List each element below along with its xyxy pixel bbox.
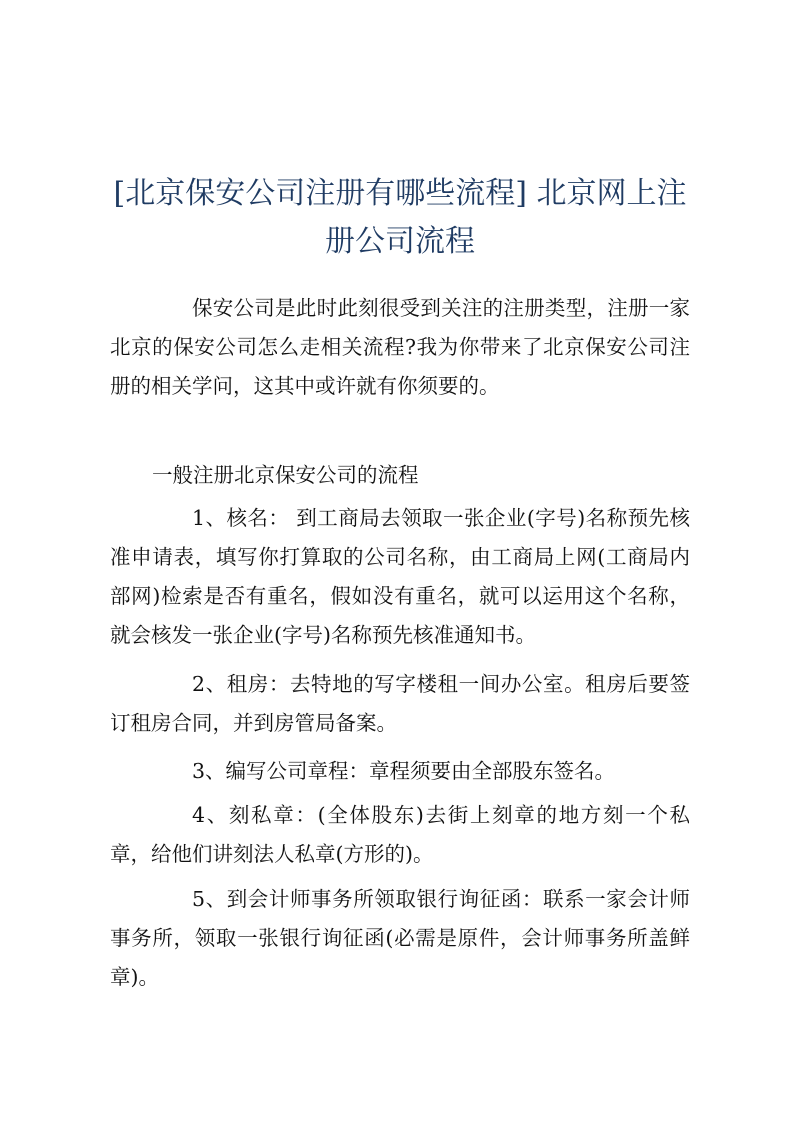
step-5-paragraph: 5、到会计师事务所领取银行询征函：联系一家会计师事务所，领取一张银行询征函(必需是原件，会计师事务所盖鲜章)。 <box>110 887 690 989</box>
step-4-paragraph: 4、刻私章：(全体股东)去街上刻章的地方刻一个私章，给他们讲刻法人私章(方形的)。 <box>110 803 690 866</box>
step-2-paragraph: 2、租房：去特地的写字楼租一间办公室。租房后要签订租房合同，并到房管局备案。 <box>110 672 690 735</box>
intro-paragraph: 保安公司是此时此刻很受到关注的注册类型，注册一家北京的保安公司怎么走相关流程?我为你带来了北京保安公司注册的相关学问，这其中或许就有你须要的。 <box>110 296 690 398</box>
step-3-paragraph: 3、编写公司章程：章程须要由全部股东签名。 <box>192 759 616 783</box>
step-1-paragraph: 1、核名： 到工商局去领取一张企业(字号)名称预先核准申请表，填写你打算取的公司名称，由工商局上网(工商局内部网)检索是否有重名，假如没有重名，就可以运用这个名称，就会核发一张企业(字号)名称预先核准通知书。 <box>110 506 690 647</box>
document-title: [北京保安公司注册有哪些流程] 北京网上注册公司流程 <box>113 176 687 259</box>
section-heading: 一般注册北京保安公司的流程 <box>152 463 419 487</box>
